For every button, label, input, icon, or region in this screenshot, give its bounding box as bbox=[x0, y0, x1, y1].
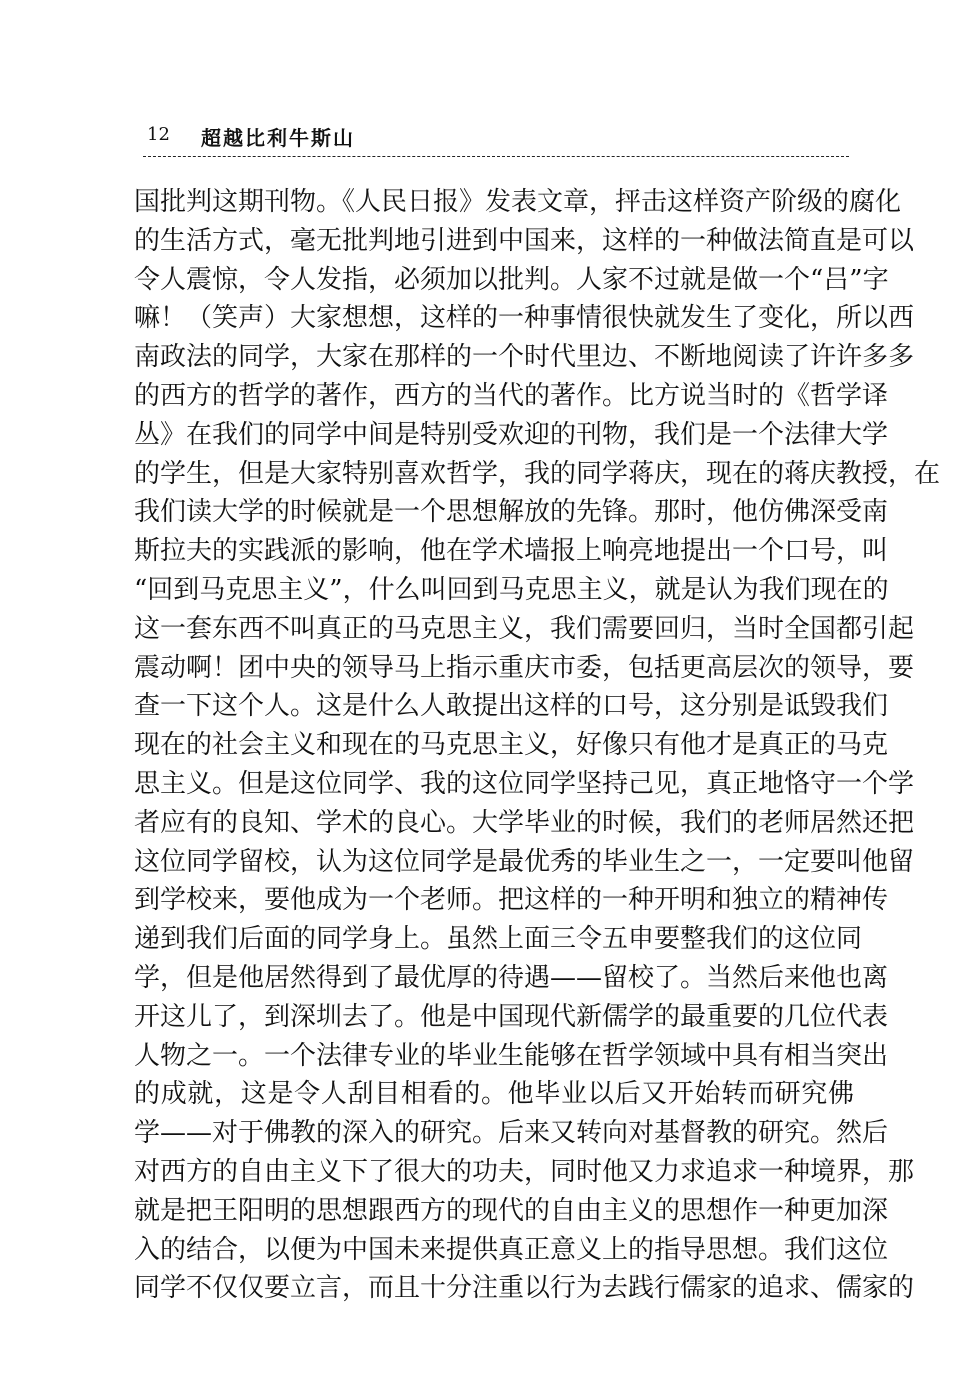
text-line: 我们读大学的时候就是一个思想解放的先锋。那时，他仿佛深受南 bbox=[134, 497, 889, 528]
text-line: 令人震惊，令人发指，必须加以批判。人家不过就是做一个“吕”字 bbox=[134, 264, 889, 295]
text-line: 这一套东西不叫真正的马克思主义，我们需要回归，当时全国都引起 bbox=[134, 613, 915, 644]
text-line: 震动啊！团中央的领导马上指示重庆市委，包括更高层次的领导，要 bbox=[134, 652, 915, 683]
text-line: 南政法的同学，大家在那样的一个时代里边、不断地阅读了许许多多 bbox=[134, 342, 915, 373]
text-line: 国批判这期刊物。《人民日报》发表文章，抨击这样资产阶级的腐化 bbox=[134, 187, 902, 217]
text-line: “回到马克思主义”，什么叫回到马克思主义，就是认为我们现在的 bbox=[134, 574, 889, 605]
running-header bbox=[143, 122, 849, 158]
text-line: 学，但是他居然得到了最优厚的待遇——留校了。当然后来他也离 bbox=[134, 962, 889, 993]
text-line: 入的结合，以便为中国未来提供真正意义上的指导思想。我们这位 bbox=[134, 1234, 889, 1265]
text-line: 斯拉夫的实践派的影响，他在学术墙报上响亮地提出一个口号，叫 bbox=[134, 536, 889, 567]
text-line: 开这儿了，到深圳去了。他是中国现代新儒学的最重要的几位代表 bbox=[134, 1001, 889, 1032]
header-rule bbox=[143, 156, 849, 157]
text-line: 到学校来，要他成为一个老师。把这样的一种开明和独立的精神传 bbox=[134, 885, 889, 916]
text-line: 查一下这个人。这是什么人敢提出这样的口号，这分别是诋毁我们 bbox=[134, 691, 889, 722]
text-line: 现在的社会主义和现在的马克思主义，好像只有他才是真正的马克 bbox=[134, 730, 889, 761]
text-line: 的西方的哲学的著作，西方的当代的著作。比方说当时的《哲学译 bbox=[134, 380, 889, 411]
text-line: 的生活方式，毫无批判地引进到中国来，这样的一种做法简直是可以 bbox=[134, 225, 915, 256]
text-line: 丛》在我们的同学中间是特别受欢迎的刊物，我们是一个法律大学 bbox=[134, 419, 889, 450]
text-line: 的成就，这是令人刮目相看的。他毕业以后又开始转而研究佛 bbox=[134, 1079, 854, 1110]
text-line: 这位同学留校，认为这位同学是最优秀的毕业生之一，一定要叫他留 bbox=[134, 846, 915, 877]
text-line: 嘛！（笑声）大家想想，这样的一种事情很快就发生了变化，所以西 bbox=[134, 303, 915, 334]
text-line: 就是把王阳明的思想跟西方的现代的自由主义的思想作一种更加深 bbox=[134, 1195, 889, 1226]
page-number: 12 bbox=[147, 124, 170, 145]
text-line: 递到我们后面的同学身上。虽然上面三令五申要整我们的这位同 bbox=[134, 924, 863, 955]
text-line: 学——对于佛教的深入的研究。后来又转向对基督教的研究。然后 bbox=[134, 1118, 889, 1149]
text-line: 同学不仅仅要立言，而且十分注重以行为去践行儒家的追求、儒家的 bbox=[134, 1273, 915, 1304]
text-line: 对西方的自由主义下了很大的功夫，同时他又力求追求一种境界，那 bbox=[134, 1156, 915, 1187]
text-line: 者应有的良知、学术的良心。大学毕业的时候，我们的老师居然还把 bbox=[134, 807, 915, 838]
text-line: 的学生，但是大家特别喜欢哲学，我的同学蒋庆，现在的蒋庆教授，在 bbox=[134, 458, 941, 489]
text-line: 人物之一。一个法律专业的毕业生能够在哲学领域中具有相当突出 bbox=[134, 1040, 889, 1071]
body-text bbox=[134, 183, 941, 1308]
running-title: 超越比利牛斯山 bbox=[201, 126, 355, 150]
text-line: 思主义。但是这位同学、我的这位同学坚持己见，真正地恪守一个学 bbox=[134, 768, 915, 799]
